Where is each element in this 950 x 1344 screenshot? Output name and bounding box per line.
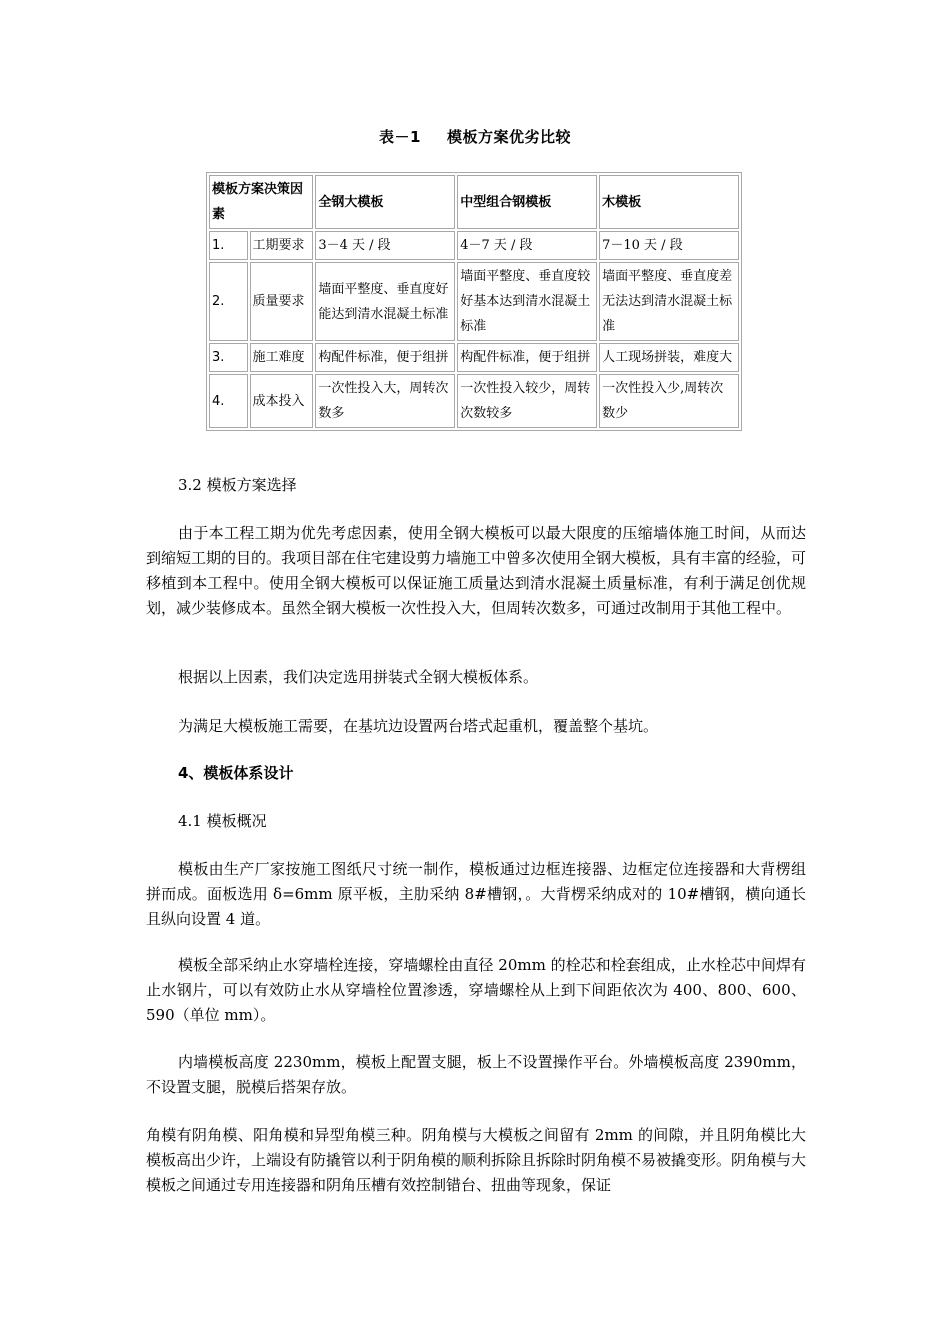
cell-wood: 7－10 天 / 段	[599, 231, 739, 260]
row-label: 工期要求	[250, 231, 314, 260]
cell-steel-medium: 构配件标准，便于组拼	[457, 343, 597, 372]
comparison-table	[206, 172, 742, 431]
table-row	[209, 374, 739, 428]
cell-steel-medium: 墙面平整度、垂直度较好基本达到清水混凝土标准	[457, 262, 597, 341]
row-label: 成本投入	[250, 374, 314, 428]
section-4-1-title: 4.1 模板概况	[178, 812, 267, 830]
table-caption-number: 表－1	[379, 128, 421, 146]
row-label: 施工难度	[250, 343, 314, 372]
table-row	[209, 262, 739, 341]
cell-steel-medium: 一次性投入较少，周转次数较多	[457, 374, 597, 428]
section-3-2-paragraph-1: 由于本工程工期为优先考虑因素，使用全钢大模板可以最大限度的压缩墙体施工时间，从而达到缩短工期的目的。我项目部在住宅建设剪力墙施工中曾多次使用全钢大模板，具有丰富的经验，可移植到本工程中。使用全钢大模板可以保证施工质量达到清水混凝土质量标准，有利于满足创优规划，减少装修成本。虽然全钢大模板一次性投入大，但周转次数多，可通过改制用于其他工程中。	[146, 524, 807, 617]
section-3-2-paragraph-2: 根据以上因素，我们决定选用拼装式全钢大模板体系。	[178, 668, 539, 686]
cell-steel-medium: 4－7 天 / 段	[457, 231, 597, 260]
cell-steel-large: 一次性投入大，周转次数多	[315, 374, 455, 428]
section-4-1-paragraph-4: 角模有阴角模、阳角模和异型角模三种。阴角模与大模板之间留有 2mm 的间隙，并且阴角模比大模板高出少许，上端设有防撬管以利于阴角模的顺利拆除且拆除时阴角模不易被撬变形。阴角模与大模板之间通过专用连接器和阴角压槽有效控制错台、扭曲等现象，保证	[146, 1126, 807, 1194]
header-steel-large: 全钢大模板	[315, 175, 455, 229]
row-number: 3.	[209, 343, 248, 372]
header-wood: 木模板	[599, 175, 739, 229]
table-row	[209, 343, 739, 372]
section-4-title: 4、模板体系设计	[178, 764, 294, 782]
header-steel-medium: 中型组合钢模板	[457, 175, 597, 229]
cell-wood: 人工现场拼装，难度大	[599, 343, 739, 372]
table-row	[209, 231, 739, 260]
section-3-2-title: 3.2 模板方案选择	[178, 476, 297, 494]
row-number: 4.	[209, 374, 248, 428]
section-4-1-paragraph-3: 内墙模板高度 2230mm，模板上配置支腿，板上不设置操作平台。外墙模板高度 2390mm，不设置支腿，脱模后搭架存放。	[146, 1053, 806, 1096]
cell-steel-large: 墙面平整度、垂直度好能达到清水混凝土标准	[315, 262, 455, 341]
table-header-row	[209, 175, 739, 229]
cell-wood: 墙面平整度、垂直度差无法达到清水混凝土标准	[599, 262, 739, 341]
cell-steel-large: 3－4 天 / 段	[315, 231, 455, 260]
row-number: 1.	[209, 231, 248, 260]
header-factor: 模板方案决策因素	[209, 175, 313, 229]
cell-steel-large: 构配件标准，便于组拼	[315, 343, 455, 372]
section-4-1-paragraph-1: 模板由生产厂家按施工图纸尺寸统一制作，模板通过边框连接器、边框定位连接器和大背楞组拼而成。面板选用 δ=6mm 原平板，主肋采纳 8#槽钢，。大背楞采纳成对的 10#槽钢，横向通长且纵向设置 4 道。	[146, 860, 806, 928]
table-caption-text: 模板方案优劣比较	[446, 128, 571, 146]
row-number: 2.	[209, 262, 248, 341]
cell-wood: 一次性投入少,周转次数少	[599, 374, 739, 428]
section-3-2-paragraph-3: 为满足大模板施工需要，在基坑边设置两台塔式起重机，覆盖整个基坑。	[178, 717, 659, 735]
row-label: 质量要求	[250, 262, 314, 341]
section-4-1-paragraph-2: 模板全部采纳止水穿墙栓连接，穿墙螺栓由直径 20mm 的栓芯和栓套组成，止水栓芯中间焊有止水钢片，可以有效防止水从穿墙栓位置渗透，穿墙螺栓从上到下间距依次为 400、800、600、590（单位 mm）。	[146, 956, 806, 1024]
table-caption	[0, 126, 950, 147]
